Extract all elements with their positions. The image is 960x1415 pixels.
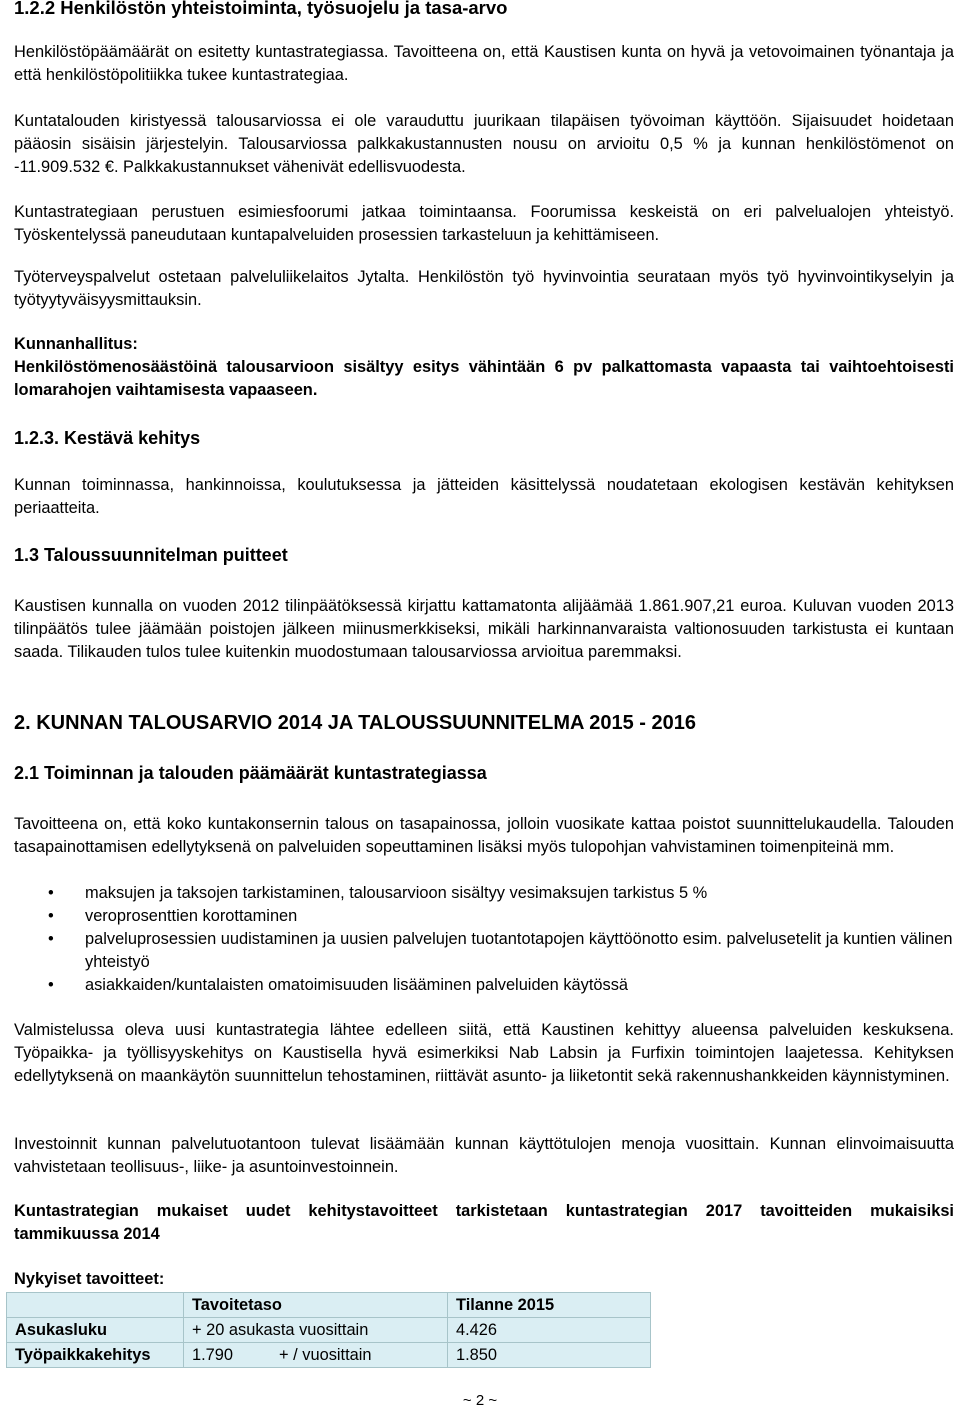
section-heading-1-2-2: 1.2.2 Henkilöstön yhteistoiminta, työsuojelu ja tasa-arvo [14, 0, 508, 18]
measures-list [14, 882, 954, 997]
table-row [7, 1343, 651, 1368]
table-header-cell [7, 1293, 184, 1318]
paragraph: Kaustisen kunnalla on vuoden 2012 tilinpäätöksessä kirjattu kattamatonta alijäämää 1.861.907,21 euroa. Kuluvan vuoden 2013 tilinpäätös tulee jäämään poistojen jälkeen miinusmerkkiseksi, mikäli harkinnanvaraista valtionosuuden tarkistusta ei kuntaan saada. Tilikauden tulos tulee kuitenkin muodostumaan talousarviossa arvioitua paremmaksi. [14, 597, 954, 661]
status-cell: 4.426 [448, 1318, 651, 1343]
paragraph: Kuntatalouden kiristyessä talousarviossa ei ole varauduttu juurikaan tilapäisen työvoiman käyttöön. Sijaisuudet hoidetaan pääosin sisäisin järjestelyin. Talousarviossa palkkakustannusten nousu on arvioitu 0,5 % ja kunnan henkilöstömenot on -11.909.532 €. Palkkakustannukset vähenivät edellisvuodesta. [14, 112, 954, 176]
paragraph: Kuntastrategiaan perustuen esimiesfoorumi jatkaa toimintaansa. Foorumissa keskeistä on eri palvelualojen yhteistyö. Työskentelyssä paneudutaan kuntapalveluiden prosessien tarkasteluun ja kehittämiseen. [14, 203, 954, 244]
status-cell: 1.850 [448, 1343, 651, 1368]
table-header-cell: Tavoitetaso [184, 1293, 448, 1318]
bullet-icon: • [48, 907, 54, 925]
targets-table [6, 1292, 651, 1368]
list-item: • palveluprosessien uudistaminen ja uusien palvelujen tuotantotapojen käyttöönotto esim. palvelusetelit ja kuntien välinen yhteistyö [48, 930, 953, 971]
page-number: ~ 2 ~ [462, 1392, 498, 1409]
bullet-icon: • [48, 930, 54, 948]
current-targets-label: Nykyiset tavoitteet: [14, 1270, 165, 1288]
paragraph-bold: Kuntastrategian mukaiset uudet kehitystavoitteet tarkistetaan kuntastrategian 2017 tavoitteiden mukaisiksi tammikuussa 2014 [14, 1202, 954, 1243]
section-heading-2-1: 2.1 Toiminnan ja talouden päämäärät kuntastrategiassa [14, 763, 487, 783]
target-cell: + 20 asukasta vuosittain [184, 1318, 448, 1343]
list-item: • asiakkaiden/kuntalaisten omatoimisuuden lisääminen palveluiden käytössä [14, 974, 954, 997]
bullet-icon: • [48, 976, 54, 994]
paragraph: Tavoitteena on, että koko kuntakonsernin talous on tasapainossa, jolloin vuosikate kattaa poistot suunnittelukaudella. Talouden tasapainottamisen edellytyksenä on palveluiden sopeuttaminen lisäksi myös tulopohjan vahvistaminen toimenpiteinä mm. [14, 815, 954, 856]
list-item: • veroprosenttien korottaminen [14, 905, 954, 928]
paragraph: Investoinnit kunnan palvelutuotantoon tulevat lisäämään kunnan käyttötulojen menoja vuosittain. Kunnan elinvoimaisuutta vahvistetaan teollisuus-, liike- ja asuntoinvestoinnein. [14, 1135, 954, 1176]
list-item: • maksujen ja taksojen tarkistaminen, talousarvioon sisältyy vesimaksujen tarkistus 5 % [14, 882, 954, 905]
section-heading-1-3: 1.3 Taloussuunnitelman puitteet [14, 545, 288, 565]
board-label: Kunnanhallitus: [14, 335, 138, 353]
chapter-heading-2: 2. KUNNAN TALOUSARVIO 2014 JA TALOUSSUUNNITELMA 2015 - 2016 [14, 712, 697, 734]
row-label: Työpaikkakehitys [7, 1343, 184, 1368]
paragraph: Valmistelussa oleva uusi kuntastrategia lähtee edelleen siitä, että Kaustinen kehittyy alueensa palveluiden keskuksena. Työpaikka- ja työllisyyskehitys on Kaustisella hyvä esimerkiksi Nab Labsin ja Furfixin toimintojen laajetessa. Kehityksen edellytyksenä on maankäytön suunnittelun tehostaminen, riittävät asunto- ja liiketontit sekä rakennushankkeiden käynnistyminen. [14, 1021, 954, 1085]
bullet-icon: • [48, 884, 54, 902]
table-header-row [7, 1293, 651, 1318]
row-label: Asukasluku [7, 1318, 184, 1343]
table-header-cell: Tilanne 2015 [448, 1293, 651, 1318]
board-proposal: Henkilöstömenosäästöinä talousarvioon sisältyy esitys vähintään 6 pv palkattomasta vapaasta tai vaihtoehtoisesti lomarahojen vaihtamisesta vapaaseen. [14, 358, 954, 399]
target-cell: 1.790 + / vuosittain [184, 1343, 448, 1368]
paragraph: Henkilöstöpäämäärät on esitetty kuntastrategiassa. Tavoitteena on, että Kaustisen kunta on hyvä ja vetovoimainen työnantaja ja että henkilöstöpolitiikka tukee kuntastrategiaa. [14, 43, 954, 84]
paragraph: Työterveyspalvelut ostetaan palveluliikelaitos Jytalta. Henkilöstön työ hyvinvointia seurataan myös työ hyvinvointikyselyin ja työtyytyväisyysmittauksin. [14, 268, 954, 309]
section-heading-1-2-3: 1.2.3. Kestävä kehitys [14, 428, 201, 448]
table-row [7, 1318, 651, 1343]
paragraph: Kunnan toiminnassa, hankinnoissa, koulutuksessa ja jätteiden käsittelyssä noudatetaan ekologisen kestävän kehityksen periaatteita. [14, 476, 954, 517]
